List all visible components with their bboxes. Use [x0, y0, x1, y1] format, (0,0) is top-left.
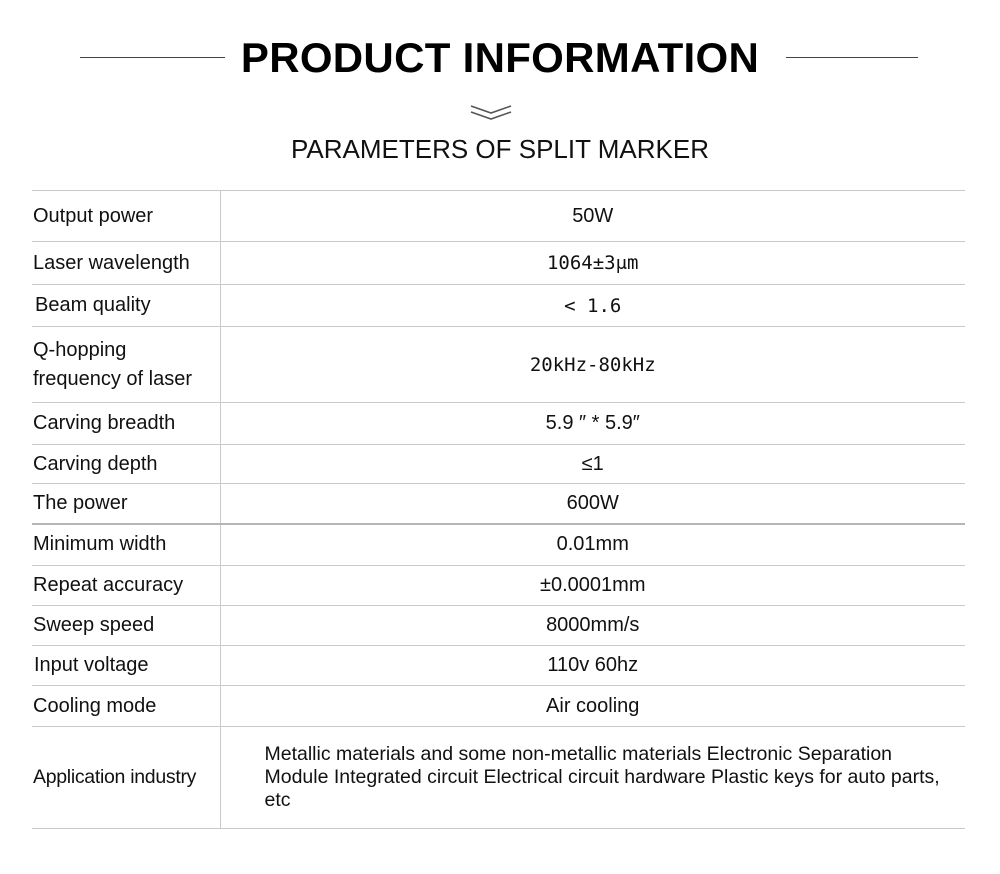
row-label: Application industry — [32, 727, 220, 829]
table-row — [32, 191, 965, 242]
table-row — [32, 524, 965, 566]
header — [0, 0, 1000, 190]
row-label: The power — [32, 484, 220, 524]
row-value: 0.01mm — [220, 524, 965, 566]
row-label: Beam quality — [32, 285, 220, 327]
row-value: 5.9 ″ * 5.9″ — [220, 403, 965, 445]
row-label: Laser wavelength — [32, 242, 220, 285]
table-row — [32, 566, 965, 606]
table-row — [32, 242, 965, 285]
row-label: Carving breadth — [32, 403, 220, 445]
page-title: PRODUCT INFORMATION — [240, 34, 760, 81]
table-row — [32, 445, 965, 484]
row-value: < 1.6 — [220, 285, 965, 327]
table-row — [32, 606, 965, 646]
table-row — [32, 686, 965, 727]
title-divider-right — [786, 57, 918, 58]
row-value: 20kHz-80kHz — [220, 327, 965, 403]
row-label: Input voltage — [32, 646, 220, 686]
row-value: 8000mm/s — [220, 606, 965, 646]
row-value: 50W — [220, 191, 965, 242]
table-row — [32, 727, 965, 829]
row-value: 1064±3μm — [220, 242, 965, 285]
row-label: Carving depth — [32, 445, 220, 484]
row-label: Q-hopping frequency of laser — [32, 327, 220, 403]
row-value: Metallic materials and some non-metallic materials Electronic Separation Module Integrated circuit Electrical circuit hardware Plastic keys for auto parts, etc — [220, 727, 965, 829]
row-value: 600W — [220, 484, 965, 524]
row-value: 110v 60hz — [220, 646, 965, 686]
section-subtitle: PARAMETERS OF SPLIT MARKER — [290, 134, 709, 164]
row-value: ±0.0001mm — [220, 566, 965, 606]
table-row — [32, 646, 965, 686]
table-row — [32, 285, 965, 327]
table-row — [32, 327, 965, 403]
spec-table — [32, 190, 965, 829]
row-value: Air cooling — [220, 686, 965, 727]
row-label: Sweep speed — [32, 606, 220, 646]
double-chevron-down-icon — [470, 103, 512, 123]
row-label: Repeat accuracy — [32, 566, 220, 606]
row-label: Cooling mode — [32, 686, 220, 727]
table-row — [32, 403, 965, 445]
row-value: ≤1 — [220, 445, 965, 484]
table-row — [32, 484, 965, 524]
row-label: Minimum width — [32, 524, 220, 566]
row-label: Output power — [32, 191, 220, 242]
